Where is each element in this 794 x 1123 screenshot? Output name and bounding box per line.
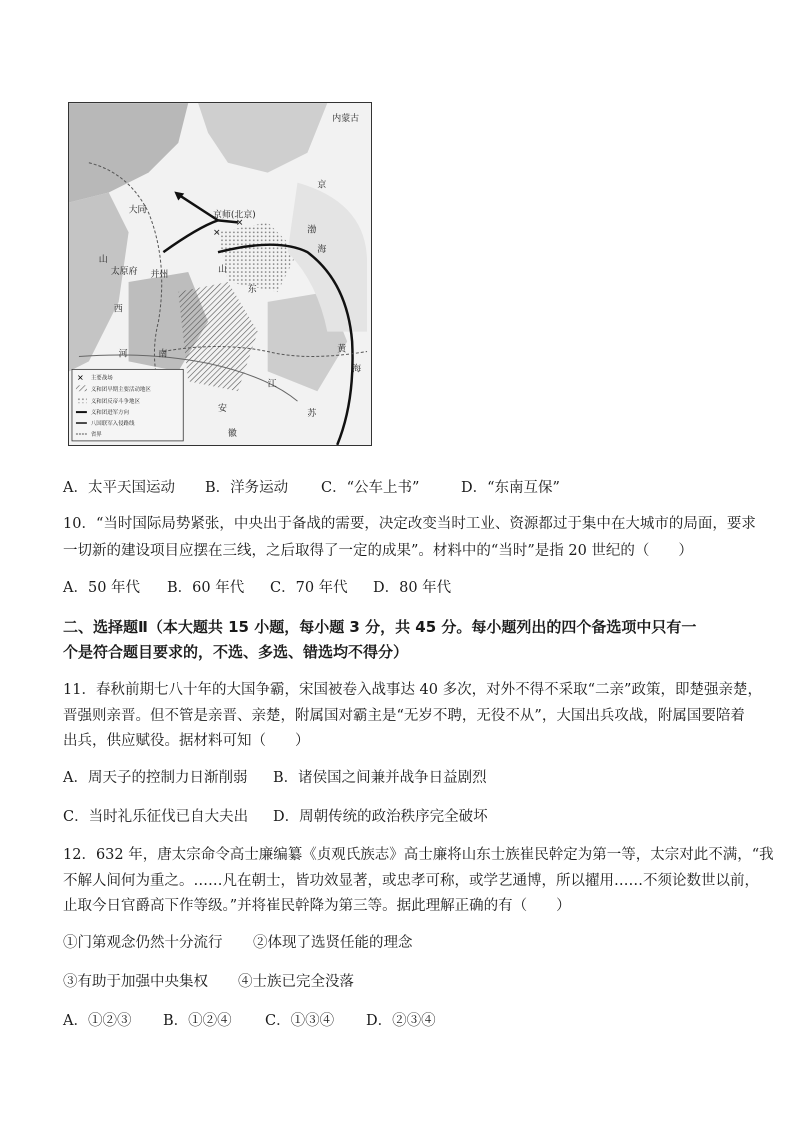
legend-battle-icon: ✕ xyxy=(76,373,84,383)
q11-option-a[interactable]: A．周天子的控制力日渐削弱 xyxy=(63,770,248,786)
q12-item-2: ②体现了选贤任能的理念 xyxy=(253,935,413,951)
q10-option-d[interactable]: D．80 年代 xyxy=(373,580,452,596)
q10-option-a[interactable]: A．50 年代 xyxy=(63,580,141,596)
label-bingzhou: 并州 xyxy=(150,269,169,280)
legend-dots-swatch xyxy=(76,397,87,403)
boxer-struggle-area xyxy=(218,222,297,292)
label-shan: 山 xyxy=(98,255,108,266)
q10-option-b[interactable]: B．60 年代 xyxy=(167,580,245,596)
q12-option-a[interactable]: A．①②③ xyxy=(63,1013,132,1029)
label-dong: 东 xyxy=(247,284,257,295)
q9-option-c[interactable]: C．“公车上书” xyxy=(321,480,420,496)
q10-stem-line1: 10．“当时国际局势紧张，中央出于备战的需要，决定改变当时工业、资源都过于集中在大城市的局面，要求 xyxy=(63,516,756,532)
q11-option-b[interactable]: B．诸侯国之间兼并战争日益剧烈 xyxy=(273,770,487,786)
label-jingshi: 京师(北京) xyxy=(213,210,256,221)
legend-hatch-swatch xyxy=(76,385,87,391)
label-datong: 大同 xyxy=(128,205,147,216)
legend-item: 义和团反帝斗争地区 xyxy=(90,399,140,406)
q12-option-b[interactable]: B．①②④ xyxy=(163,1013,232,1029)
label-taiyuan: 太原府 xyxy=(110,267,138,277)
section2-heading-line1: 二、选择题Ⅱ（本大题共 15 小题，每小题 3 分，共 45 分。每小题列出的四个备选项中只有一 xyxy=(63,618,697,636)
q11-stem-line3: 出兵，供应赋役。据材料可知（ ） xyxy=(63,733,310,749)
terrain-region xyxy=(69,193,129,372)
terrain-region xyxy=(198,103,327,173)
label-nei-menggu: 内蒙古 xyxy=(332,114,360,125)
label-hui: 徽 xyxy=(227,428,237,439)
q11-option-c[interactable]: C．当时礼乐征伐已自大夫出 xyxy=(63,809,249,825)
label-hai: 海 xyxy=(317,245,327,256)
terrain-region xyxy=(69,103,188,202)
q12-stem-line2: 不解人间何为重之。……凡在朝士，皆功效显著，或忠孝可称，或学艺通博，所以擢用……不须论数世以前， xyxy=(63,873,759,889)
label-jiang: 江 xyxy=(267,379,277,390)
legend-item: 义和团早期主要活动地区 xyxy=(90,387,151,394)
advance-arrow xyxy=(163,220,218,252)
label-su: 苏 xyxy=(307,409,317,420)
label-bo: 渤 xyxy=(307,225,317,236)
label-huang: 黄 xyxy=(337,344,347,355)
battle-marker-icon: ✕ xyxy=(235,218,244,229)
legend-item: 义和团进军方向 xyxy=(90,410,130,417)
q12-option-d[interactable]: D．②③④ xyxy=(366,1013,436,1029)
legend-item: 省界 xyxy=(90,431,102,438)
label-hai2: 海 xyxy=(352,364,362,375)
label-xi: 西 xyxy=(113,304,123,315)
label-he: 河 xyxy=(118,349,128,360)
label-nan: 南 xyxy=(158,349,168,360)
q11-stem-line1: 11．春秋前期七八十年的大国争霸，宋国被卷入战事达 40 多次，对外不得不采取“二亲”政策，即楚强亲楚， xyxy=(63,682,762,698)
label-shandong: 山 xyxy=(218,265,227,276)
advance-arrow xyxy=(218,220,238,222)
q9-option-d[interactable]: D．“东南互保” xyxy=(461,480,560,496)
q12-option-c[interactable]: C．①③④ xyxy=(265,1013,335,1029)
section2-heading-line2: 个是符合题目要求的，不选、多选、错选均不得分） xyxy=(63,643,409,661)
historical-map xyxy=(68,102,372,446)
q11-option-d[interactable]: D．周朝传统的政治秩序完全破坏 xyxy=(273,809,488,825)
label-jing: 京 xyxy=(317,180,327,191)
q12-stem-line1: 12．632 年，唐太宗命令高士廉编纂《贞观氏族志》高士廉将山东士族崔民幹定为第一等，太宗对此不满，“我 xyxy=(63,847,774,863)
legend-item: 八国联军入侵路线 xyxy=(90,421,135,427)
q9-option-b[interactable]: B．洋务运动 xyxy=(205,480,289,496)
q12-item-4: ④士族已完全没落 xyxy=(238,974,354,990)
q10-option-c[interactable]: C．70 年代 xyxy=(270,580,348,596)
q11-stem-line2: 晋强则亲晋。但不管是亲晋、亲楚，附属国对霸主是“无岁不聘，无役不从”，大国出兵攻战，附属国要陪着 xyxy=(63,708,745,724)
q9-option-a[interactable]: A．太平天国运动 xyxy=(63,480,175,496)
battle-marker-icon: ✕ xyxy=(213,228,221,239)
q12-stem-line3: 止取今日官爵高下作等级。”并将崔民幹降为第三等。据此理解正确的有（ ） xyxy=(63,898,571,914)
legend-item: 主要战场 xyxy=(90,375,113,382)
q10-stem-line2: 一切新的建设项目应摆在三线，之后取得了一定的成果”。材料中的“当时”是指 20 世纪的（ ） xyxy=(63,543,693,559)
map-legend xyxy=(72,369,183,441)
boxer-early-area xyxy=(178,282,257,391)
q12-item-1: ①门第观念仍然十分流行 xyxy=(63,935,223,951)
q12-item-3: ③有助于加强中央集权 xyxy=(63,974,208,990)
map-svg xyxy=(69,103,371,445)
label-an: 安 xyxy=(218,404,227,415)
